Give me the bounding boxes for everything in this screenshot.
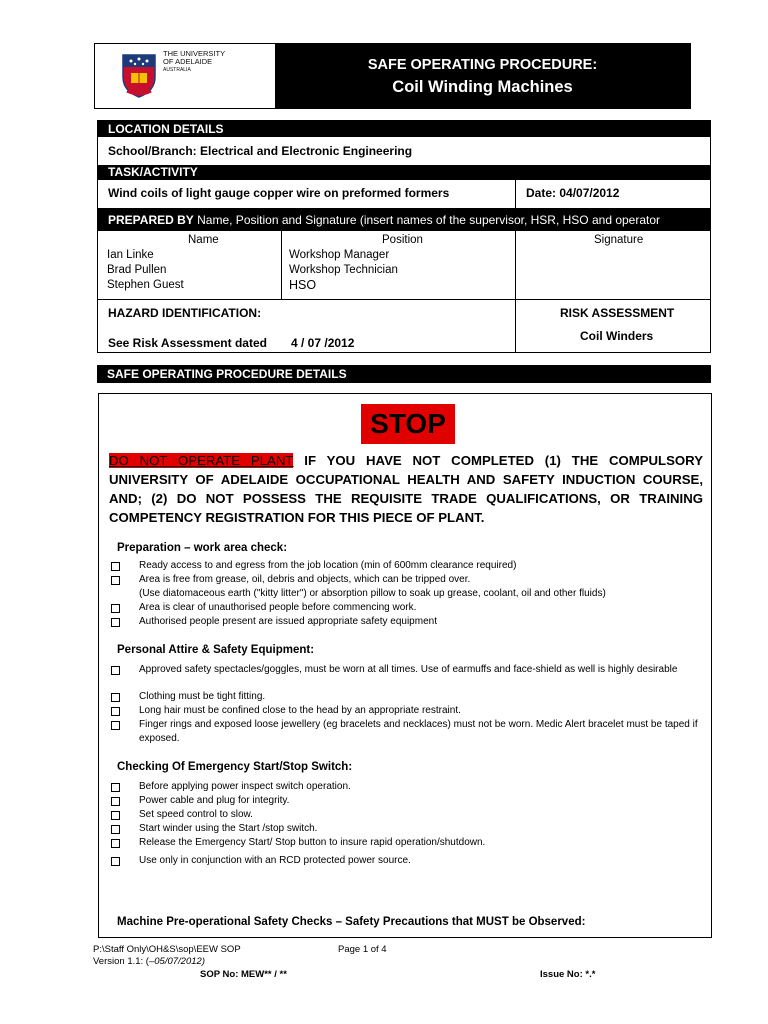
date-text: Date: 04/07/2012 [526,186,620,200]
university-logo [95,44,275,108]
crest-icon [119,51,159,99]
hazard-label: HAZARD IDENTIFICATION: [108,306,262,320]
position-item: Workshop Manager [289,249,390,261]
attire-title: Personal Attire & Safety Equipment: [117,644,315,656]
task-text: Wind coils of light gauge copper wire on preformed formers [108,186,450,200]
emergency-title: Checking Of Emergency Start/Stop Switch: [117,761,353,773]
warning-body: IF YOU HAVE NOT COMPLETED (1) THE COMPULSORY UNIVERSITY OF ADELAIDE OCCUPATIONAL HEALTH AND SAFETY INDUCTION COURSE, AND; (2) DO NOT POSSESS THE REQUISITE TRADE QUALIFICATIONS, OR TRAINING COMPETENCY REGISTRATION FOR THIS PIECE OF PLANT. [109,453,703,525]
procedure-box: STOP DO NOT OPERATE PLANT IF YOU HAVE NOT COMPLETED (1) THE COMPULSORY UNIVERSITY OF ADELAIDE OCCUPATIONAL HEALTH AND SAFETY INDUCTION COURSE, AND; (2) DO NOT POSSESS THE REQUISITE TRADE QUALIFICATIONS, OR TRAINING COMPETENCY REGISTRATION FOR THIS PIECE OF PLANT. Preparation – work area check: Ready access to and egress from the job location (min of 600mm clearance required) Area is free from grease, oil, debris and objects, which can be tripped over. (Use diatomaceous earth ("kitty litter") or absorption pillow to soak up grease, coolant, oil and other fluids) Area is clear of unauthorised people before commencing work. Authorised people present are issued appropriate safety equipment Personal Attire & Safety Equipment: Approved safety spectacles/goggles, must be worn at all times. Use of earmuffs and face-shield as well is highly desirable Clothing must be tight fitting. Long hair must be confined close to the head by an appropriate restraint. Finger rings and exposed loose jewellery (eg bracelets and necklaces) must not be worn. Medic Alert bracelet must be taped if exposed. Checking Of Emergency Start/Stop Switch: Before applying power inspect switch operation. Power cable and plug for integrity. Set speed control to slow. Start winder using the Start /stop switch. Release the Emergency Start/ Stop button to insure rapid operation/shutdown. Use only in conjunction with an RCD protected power source. Machine Pre-operational Safety Checks – Safety Precautions that MUST be Observed: [98,393,712,938]
checkbox-icon [111,707,120,716]
stop-sign: STOP [361,404,455,444]
checkbox-icon [111,693,120,702]
checkbox-icon [111,562,120,571]
prepared-by-row [98,209,710,249]
see-risk-text: See Risk Assessment dated [108,336,267,350]
school-branch: School/Branch: Electrical and Electronic Engineering [108,144,413,158]
title-line-1: SAFE OPERATING PROCEDURE: [367,57,598,73]
position-item: HSO [289,278,317,292]
sop-details-header: SAFE OPERATING PROCEDURE DETAILS [97,365,711,383]
task-header: TASK/ACTIVITY [98,165,710,180]
col-name: Name [188,234,219,246]
do-not-operate: DO NOT OPERATE PLANT [109,453,294,468]
names-list [107,248,184,293]
positions-list [289,248,398,293]
position-item: Workshop Technician [289,264,398,276]
footer-version: Version 1.1: (–05/07/2012) [93,956,205,967]
checkbox-icon [111,825,120,834]
name-item: Brad Pullen [107,264,167,276]
name-item: Stephen Guest [107,279,184,291]
checkbox-icon [111,857,120,866]
checkbox-icon [111,839,120,848]
footer-issue-no: Issue No: *.* [540,969,596,980]
footer-page: Page 1 of 4 [338,944,387,955]
checkbox-icon [111,721,120,730]
warning-text [109,451,703,527]
location-header: LOCATION DETAILS [98,121,710,137]
col-position: Position [382,234,423,246]
document-title [275,44,690,108]
checkbox-icon [111,618,120,627]
risk-value: Coil Winders [580,329,654,343]
footer-path: P:\Staff Only\OH&S\sop\EEW SOP [93,944,241,955]
university-name: THE UNIVERSITY OF ADELAIDE AUSTRALIA [163,49,226,73]
name-item: Ian Linke [107,249,154,261]
document-header [94,43,691,109]
checkbox-icon [111,811,120,820]
details-table [97,120,711,353]
prep-title: Preparation – work area check: [117,542,288,554]
prepared-by-text: Name, Position and Signature (insert names of the supervisor, HSR, HSO and operator involved) [108,213,661,249]
footer-sop-no: SOP No: MEW** / ** [200,969,287,980]
prepared-by-label: PREPARED BY [108,213,194,227]
risk-date: 4 / 07 /2012 [291,336,355,350]
checkbox-icon [111,666,120,675]
risk-assessment-label: RISK ASSESSMENT [560,306,675,320]
checkbox-icon [111,576,120,585]
col-signature: Signature [594,234,644,246]
checkbox-icon [111,797,120,806]
title-line-2: Coil Winding Machines [392,78,573,96]
checkbox-icon [111,604,120,613]
checkbox-icon [111,783,120,792]
machine-checks-title: Machine Pre-operational Safety Checks – Safety Precautions that MUST be Observed: [117,916,586,928]
